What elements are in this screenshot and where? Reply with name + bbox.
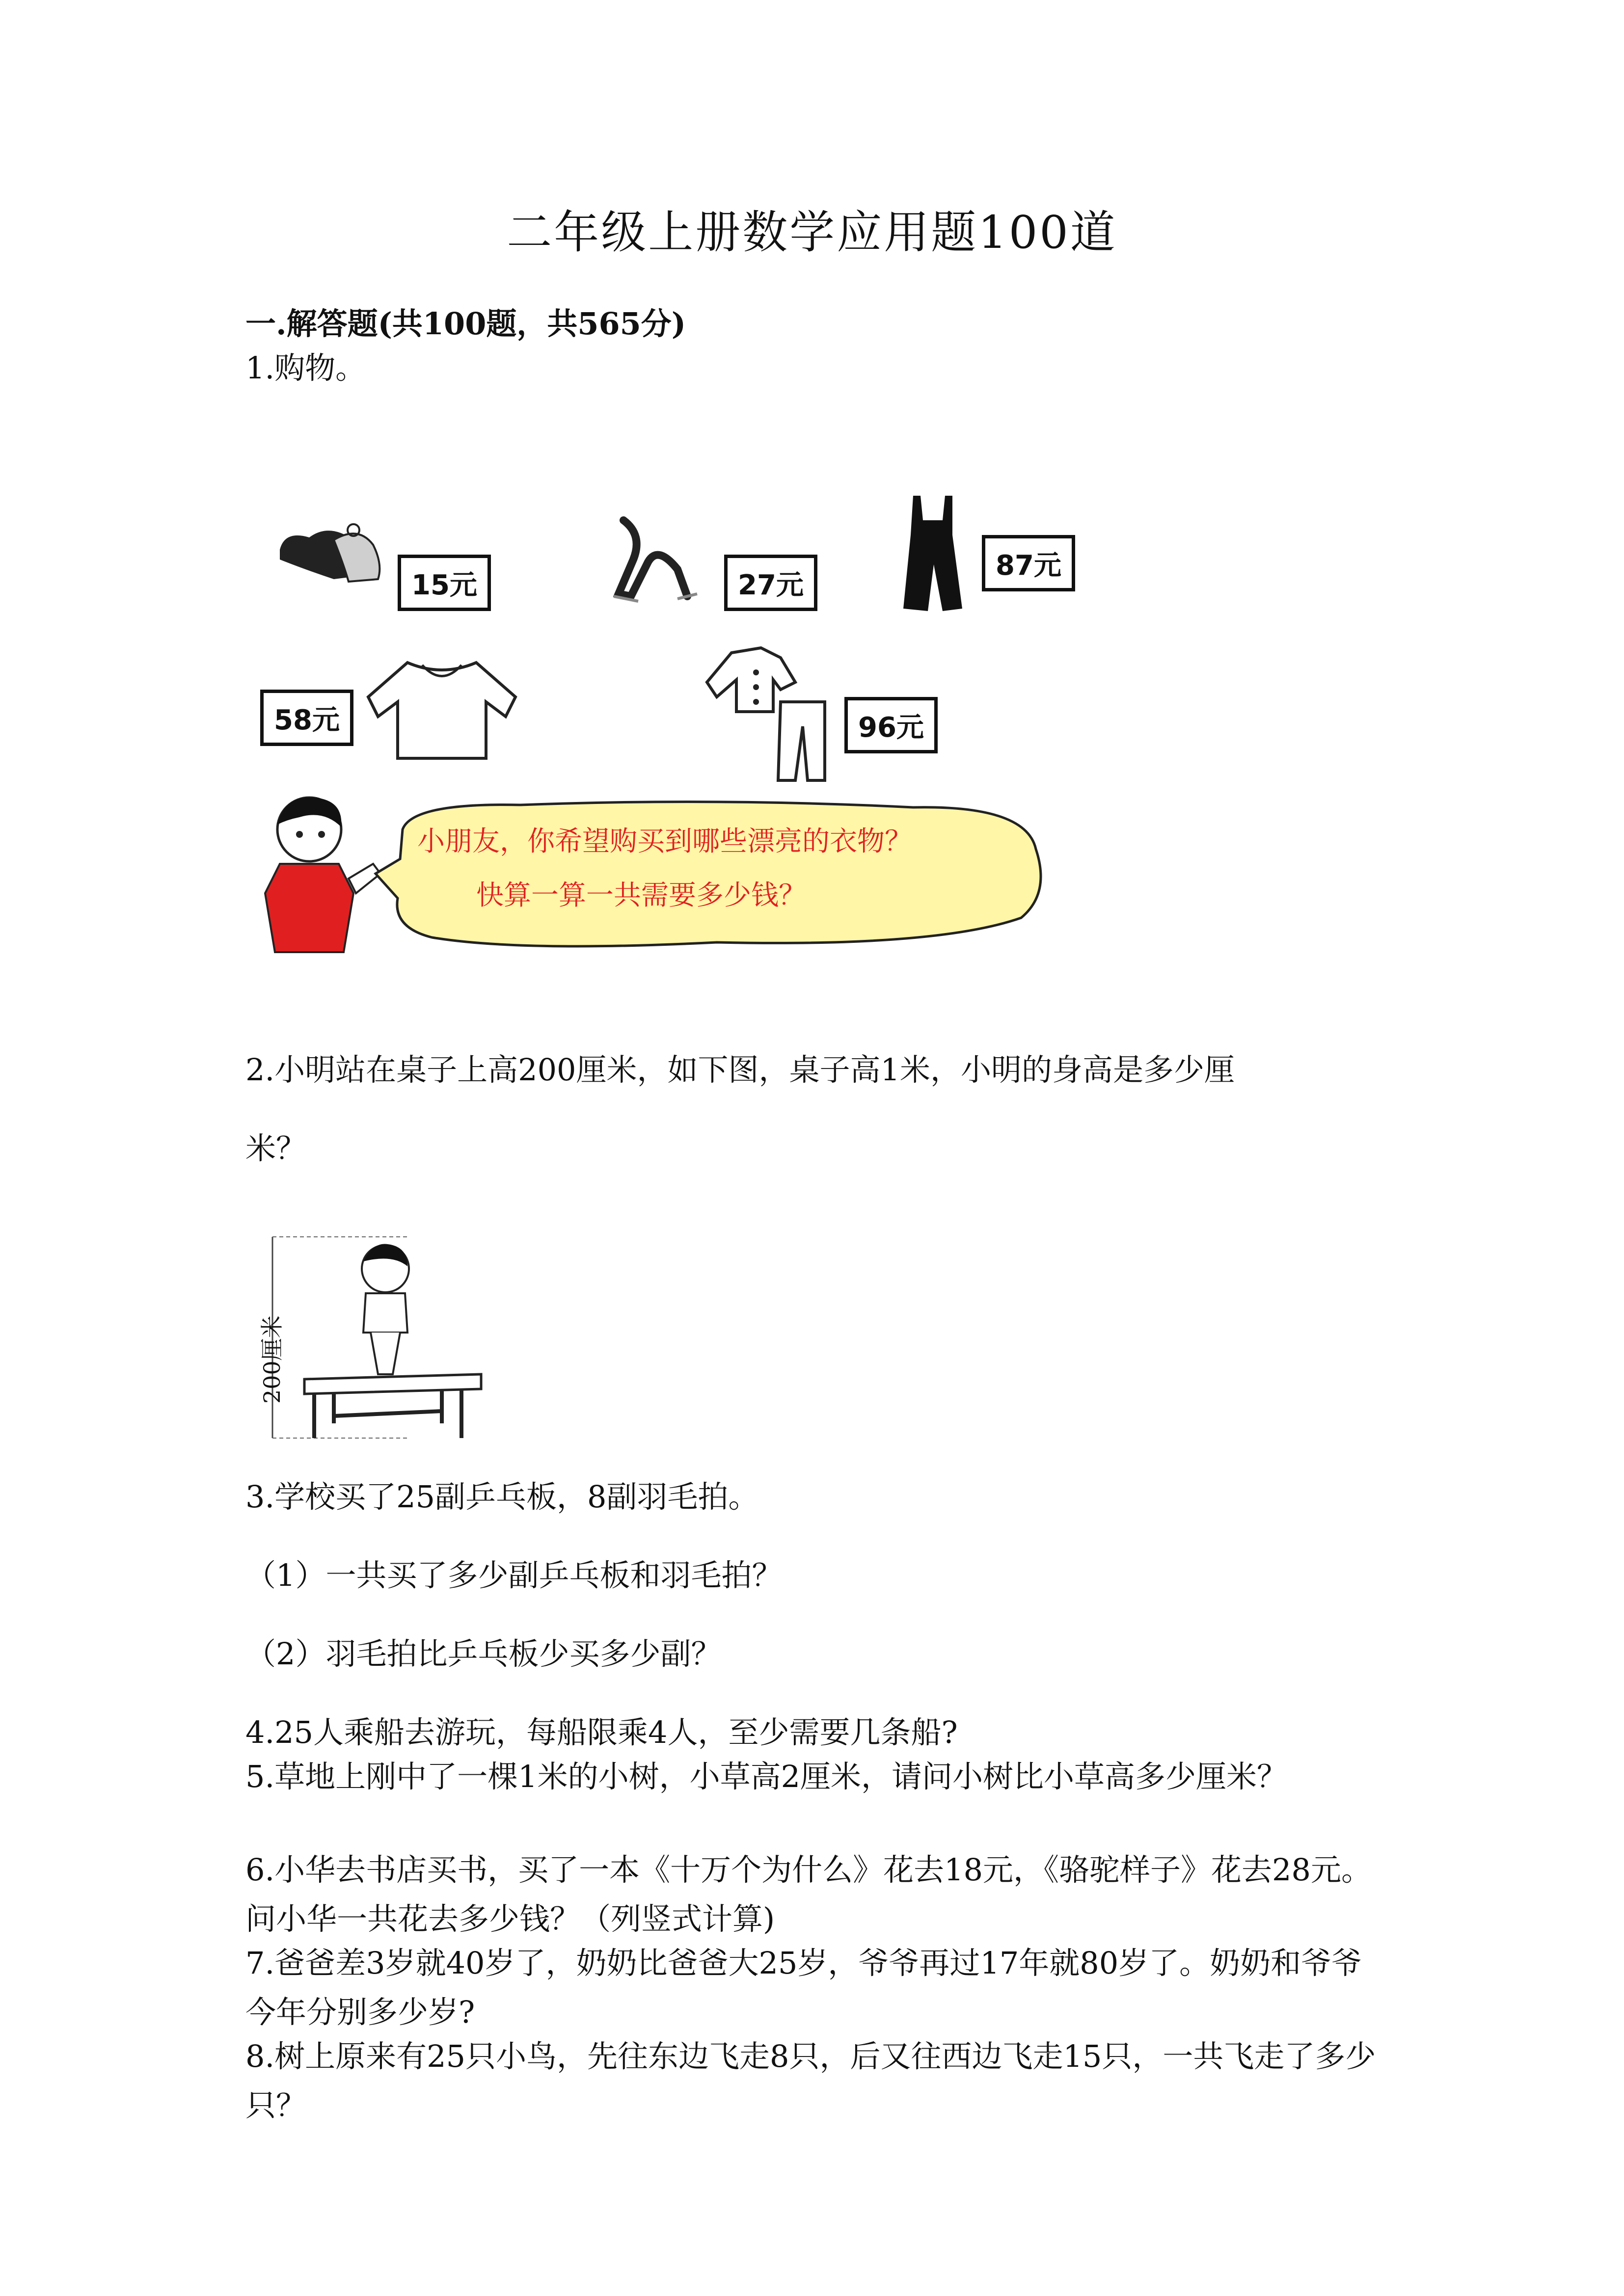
outfit-icon — [702, 643, 849, 785]
height-label: 200厘米 — [259, 1315, 285, 1404]
price-tag-scarf: 27元 — [724, 555, 817, 611]
hat-icon — [275, 510, 393, 589]
sweater-icon — [358, 653, 525, 766]
scarf-icon — [604, 510, 702, 609]
question-3-sub-1: （1）一共买了多少副乒乓板和羽毛拍？ — [245, 1557, 783, 1593]
price-tag-outfit: 96元 — [844, 697, 938, 753]
question-2-line-2: 米？ — [245, 1130, 307, 1166]
page-title: 二年级上册数学应用题100道 — [507, 206, 1117, 259]
question-4: 4.25人乘船去游玩，每船限乘4人，至少需要几条船? — [245, 1714, 958, 1750]
shopping-figure — [245, 481, 1080, 967]
price-tag-overalls: 87元 — [982, 535, 1075, 591]
question-3: 3.学校买了25副乒乓板，8副羽毛拍。 — [245, 1479, 759, 1515]
question-8: 8.树上原来有25只小鸟，先往东边飞走8只，后又往西边飞走15只，一共飞走了多少只？ — [245, 2038, 1376, 2123]
bubble-text-line-1: 小朋友，你希望购买到哪些漂亮的衣物？ — [417, 826, 912, 857]
question-6: 6.小华去书店买书，买了一本《十万个为什么》花去18元，《骆驼样子》花去28元。问小华一共花去多少钱？（列竖式计算) — [245, 1852, 1372, 1937]
question-2-line-1: 2.小明站在桌子上高200厘米，如下图，桌子高1米，小明的身高是多少厘 — [245, 1052, 1235, 1088]
price-tag-sweater: 58元 — [260, 690, 353, 746]
question-3-sub-2: （2）羽毛拍比乒乓板少买多少副？ — [245, 1636, 722, 1672]
table-figure — [245, 1227, 501, 1448]
price-tag-hat: 15元 — [398, 555, 491, 611]
kid-icon — [245, 790, 388, 957]
overalls-icon — [893, 491, 972, 618]
question-7: 7.爸爸差3岁就40岁了，奶奶比爸爸大25岁，爷爷再过17年就80岁了。奶奶和爷爷今年分别多少岁? — [245, 1945, 1362, 2030]
question-1: 1.购物。 — [245, 350, 366, 386]
section-heading: 一.解答题(共100题，共565分) — [245, 306, 686, 342]
question-5: 5.草地上刚中了一棵1米的小树，小草高2厘米，请问小树比小草高多少厘米？ — [245, 1759, 1288, 1794]
bubble-text-line-2: 快算一算一共需要多少钱？ — [476, 880, 806, 911]
